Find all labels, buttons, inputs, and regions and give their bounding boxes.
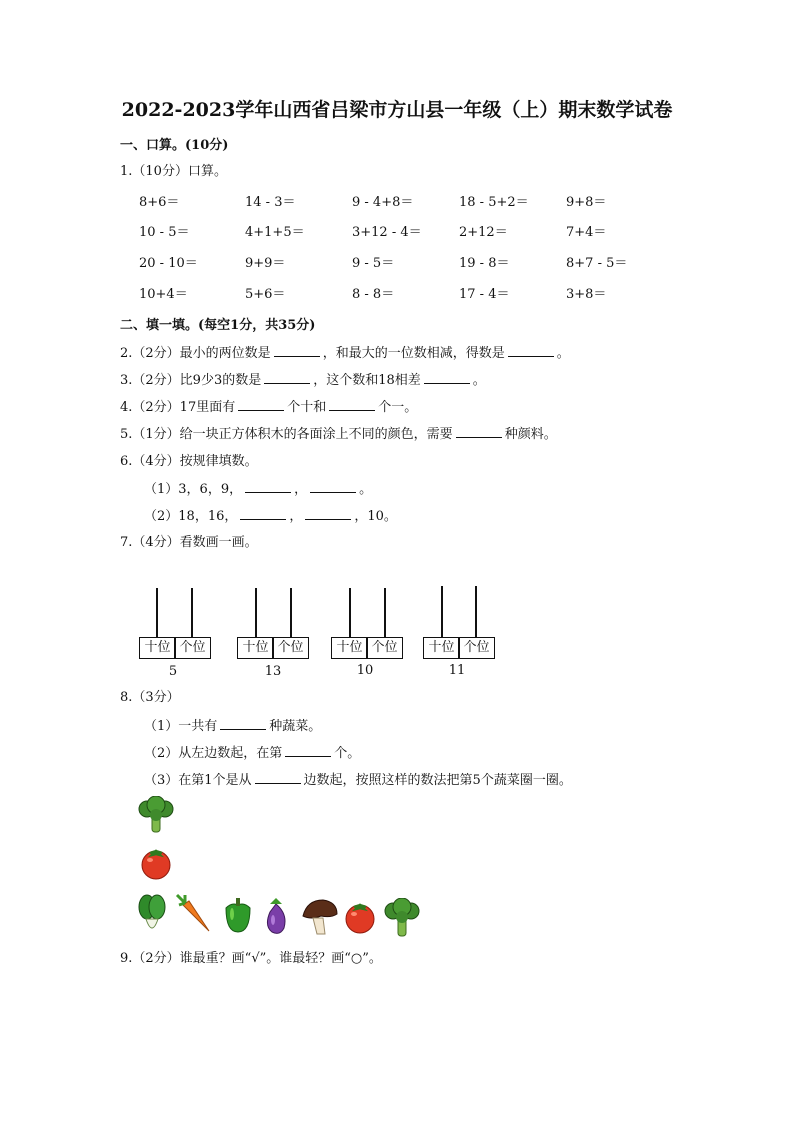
tens-rod xyxy=(441,586,443,637)
tens-place-box: 十位 xyxy=(237,637,274,659)
ones-rod xyxy=(384,588,386,637)
answer-blank[interactable] xyxy=(508,345,554,357)
answer-blank[interactable] xyxy=(255,772,301,784)
calc-item: 3+12 - 4＝ xyxy=(352,225,422,240)
calc-item: 5+6＝ xyxy=(245,287,286,302)
calc-item: 20 - 10＝ xyxy=(139,256,198,271)
question-8-1 xyxy=(144,718,321,735)
ones-rod xyxy=(191,588,193,637)
tens-place-box: 十位 xyxy=(331,637,368,659)
answer-blank[interactable] xyxy=(310,481,356,493)
tomato-icon xyxy=(343,900,377,934)
answer-blank[interactable] xyxy=(424,372,470,384)
eggplant-icon xyxy=(262,894,290,936)
q5-text-a: 5.（1分）给一块正方体积木的各面涂上不同的颜色，需要 xyxy=(120,427,453,442)
answer-blank[interactable] xyxy=(220,718,266,730)
calc-item: 9 - 5＝ xyxy=(352,256,395,271)
abacus-diagram xyxy=(423,586,495,678)
calc-item: 19 - 8＝ xyxy=(459,256,510,271)
calc-item: 9+9＝ xyxy=(245,256,286,271)
question-9: 9.（2分）谁最重？画“√”。谁最轻？画“○”。 xyxy=(120,951,382,966)
q8-3-text-a: （3）在第1个是从 xyxy=(144,773,252,788)
tens-rod xyxy=(349,588,351,637)
abacus-diagram xyxy=(331,588,403,680)
broccoli-icon xyxy=(137,796,175,834)
calc-item: 8+6＝ xyxy=(139,195,180,210)
q2-text-a: 2.（2分）最小的两位数是 xyxy=(120,346,271,361)
calc-item: 7+4＝ xyxy=(566,225,607,240)
answer-blank[interactable] xyxy=(240,508,286,520)
tens-rod xyxy=(255,588,257,637)
q8-3-text-b: 边数起，按照这样的数法把第5个蔬菜圈一圈。 xyxy=(303,773,572,788)
calc-item: 8+7 - 5＝ xyxy=(566,256,628,271)
question-6: 6.（4分）按规律填数。 xyxy=(120,454,258,469)
question-2 xyxy=(120,345,570,362)
tomato-icon xyxy=(139,846,173,880)
mushroom-icon xyxy=(301,898,339,936)
q6-2-text-a: （2）18，16， xyxy=(144,509,238,524)
answer-blank[interactable] xyxy=(238,399,284,411)
question-7: 7.（4分）看数画一画。 xyxy=(120,535,258,550)
answer-blank[interactable] xyxy=(329,399,375,411)
calc-item: 2+12＝ xyxy=(459,225,508,240)
q6-1-text-b: ， xyxy=(294,482,308,497)
calc-item: 14 - 3＝ xyxy=(245,195,296,210)
page-title: 2022-2023学年山西省吕梁市方山县一年级（上）期末数学试卷 xyxy=(121,99,673,121)
section-2-heading: 二、填一填。(每空1分，共35分) xyxy=(120,318,316,333)
carrot-icon xyxy=(173,893,213,935)
ones-rod xyxy=(290,588,292,637)
green-pepper-icon xyxy=(222,896,254,934)
section-1-heading: 一、口算。(10分) xyxy=(120,138,229,153)
abacus-diagram xyxy=(237,588,309,680)
q6-2-text-c: ，10。 xyxy=(354,509,397,524)
question-5 xyxy=(120,426,557,443)
q8-1-text-a: （1）一共有 xyxy=(144,719,218,734)
bok-choy-icon xyxy=(137,893,167,935)
answer-blank[interactable] xyxy=(305,508,351,520)
question-3 xyxy=(120,372,486,389)
q3-text-c: 。 xyxy=(472,373,486,388)
abacus-number: 11 xyxy=(448,663,466,678)
answer-blank[interactable] xyxy=(456,426,502,438)
q3-text-a: 3.（2分）比9少3的数是 xyxy=(120,373,262,388)
answer-blank[interactable] xyxy=(264,372,310,384)
q5-text-b: 种颜料。 xyxy=(504,427,557,442)
q8-1-text-b: 种蔬菜。 xyxy=(269,719,322,734)
question-4 xyxy=(120,399,417,416)
ones-place-box: 个位 xyxy=(272,637,309,659)
q4-text-c: 个一。 xyxy=(378,400,418,415)
calc-item: 10 - 5＝ xyxy=(139,225,190,240)
abacus-number: 13 xyxy=(264,664,282,679)
q2-text-b: ，和最大的一位数相减，得数是 xyxy=(322,346,505,361)
calc-item: 18 - 5+2＝ xyxy=(459,195,529,210)
calc-item: 8 - 8＝ xyxy=(352,287,395,302)
q8-2-text-b: 个。 xyxy=(334,746,361,761)
question-1: 1.（10分）口算。 xyxy=(120,164,227,179)
q3-text-b: ，这个数和18相差 xyxy=(313,373,421,388)
calc-item: 4+1+5＝ xyxy=(245,225,305,240)
ones-rod xyxy=(475,586,477,637)
tens-place-box: 十位 xyxy=(139,637,176,659)
ones-place-box: 个位 xyxy=(458,637,495,659)
answer-blank[interactable] xyxy=(274,345,320,357)
question-6-1 xyxy=(144,481,372,498)
calc-item: 9 - 4+8＝ xyxy=(352,195,414,210)
answer-blank[interactable] xyxy=(245,481,291,493)
calc-item: 10+4＝ xyxy=(139,287,188,302)
abacus-number: 5 xyxy=(168,664,178,679)
question-8: 8.（3分） xyxy=(120,690,180,705)
question-6-2 xyxy=(144,508,397,525)
question-8-2 xyxy=(144,745,360,762)
calc-item: 9+8＝ xyxy=(566,195,607,210)
q6-1-text-c: 。 xyxy=(359,482,373,497)
answer-blank[interactable] xyxy=(285,745,331,757)
calc-item: 17 - 4＝ xyxy=(459,287,510,302)
q4-text-a: 4.（2分）17里面有 xyxy=(120,400,236,415)
q6-2-text-b: ， xyxy=(289,509,303,524)
q6-1-text-a: （1）3，6，9， xyxy=(144,482,243,497)
broccoli-icon xyxy=(383,898,421,938)
ones-place-box: 个位 xyxy=(366,637,403,659)
ones-place-box: 个位 xyxy=(174,637,211,659)
q8-2-text-a: （2）从左边数起，在第 xyxy=(144,746,283,761)
calc-item: 3+8＝ xyxy=(566,287,607,302)
abacus-diagram xyxy=(139,588,211,680)
tens-place-box: 十位 xyxy=(423,637,460,659)
q2-text-c: 。 xyxy=(556,346,570,361)
question-8-3 xyxy=(144,772,572,789)
tens-rod xyxy=(156,588,158,637)
q4-text-b: 个十和 xyxy=(287,400,327,415)
abacus-number: 10 xyxy=(356,663,374,678)
